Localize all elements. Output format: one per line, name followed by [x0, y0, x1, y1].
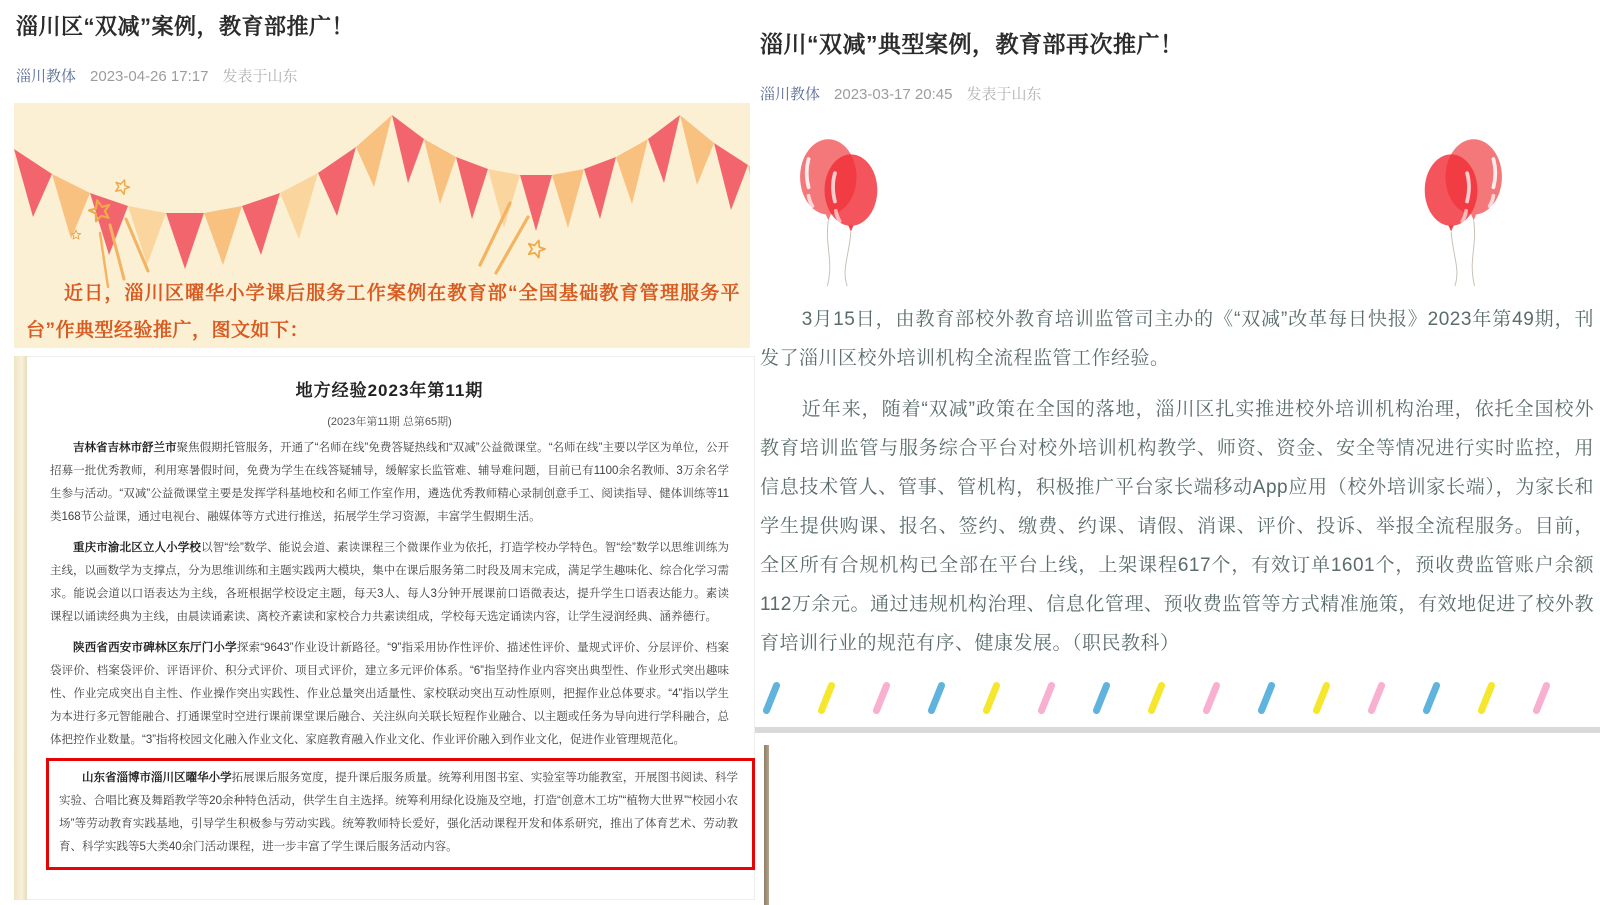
right-article	[755, 0, 1600, 905]
document-paragraph	[50, 637, 729, 752]
document-title: 地方经验2023年第11期	[295, 381, 484, 400]
publish-location: 发表于山东	[222, 68, 298, 85]
slash-mark-icon	[1257, 681, 1276, 715]
document-paragraph	[50, 437, 729, 529]
slash-mark-icon	[1422, 681, 1441, 715]
quote-left-border	[764, 745, 769, 905]
document-subtitle: (2023年第11期 总第65期)	[327, 416, 452, 428]
banner-image	[14, 103, 750, 348]
right-article-title: 淄川“双减”典型案例，教育部再次推广！	[760, 31, 1184, 57]
red-balloons-icon	[1413, 128, 1508, 288]
paragraph-text: 探索“9643”作业设计新路径。“9”指采用协作性评价、描述性评价、量规式评价、分层评价、档案袋评价、档案袋评价、评语评价、积分式评价、项目式评价，建立多元评价体系。“6”指坚持作业内容突出典型性、作业形式突出趣味性、作业完成突出自主性、作业操作突出实践性、作业总量突出适量性、家校联动突出互动性原则，把握作业总体要求。“4”指以学生为本进行多元智能融合、打通课堂时空进行课前课堂课后融合、关注纵向关联长短程作业融合、以主题或任务为导向进行学科融合，总体把控作业数量。“3”指将校园文化融入作业文化、家庭教育融入作业文化、作业评价融入到作业文化，促进作业管理规范化。	[50, 642, 729, 746]
publish-location: 发表于山东	[966, 86, 1042, 103]
article-paragraph: 近年来，随着“双减”政策在全国的落地，淄川区扎实推进校外培训机构治理，依托全国校外教育培训监管与服务综合平台对校外培训机构教学、师资、资金、安全等情况进行实时监控，用信息技术管人、管事、管机构，积极推广平台家长端移动App应用（校外培训家长端），为家长和学生提供购课、报名、签约、缴费、约课、请假、消课、评价、投诉、举报全流程服务。目前，全区所有合规机构已全部在平台上线，上架课程617个，有效订单1601个，预收费监管账户余额112万余元。通过违规机构治理、信息化管理、预收费监管等方式精准施策，有效地促进了校外教育培训行业的规范有序、健康发展。（职民教科）	[760, 399, 1594, 654]
slash-mark-icon	[762, 681, 781, 715]
left-article-title: 淄川区“双减”案例，教育部推广！	[16, 14, 355, 39]
paragraph-lead: 吉林省吉林市舒兰市	[73, 442, 177, 454]
paragraph-text: 聚焦假期托管服务，开通了“名师在线”免费答疑热线和“双减”公益微课堂。“名师在线”主要以学区为单位，公开招募一批优秀教师，利用寒暑假时间，免费为学生在线答疑辅导，缓解家长监管难、辅导难问题，目前已有1100余名教师、3万余名学生参与活动。“双减”公益微课堂主要是发挥学科基地校和名师工作室作用，遴选优秀教师精心录制创意手工、阅读指导、健体训练等11类168节公益课，通过电视台、融媒体等方式进行推送，拓展学生学习资源，丰富学生假期生活。	[50, 442, 729, 523]
paragraph-text: 拓展课后服务宽度，提升课后服务质量。统筹利用图书室、实验室等功能教室，开展图书阅读、科学实验、合唱比赛及舞蹈教学等20余种特色活动，供学生自主选择。统筹利用绿化设施及空地，打造“创意木工坊”“植物大世界”“校园小农场”等劳动教育实践基地，引导学生积极参与劳动实践。统筹教师特长爱好，强化活动课程开发和体系研究，推出了体育艺术、劳动教育、科学实践等5大类40余门活动课程，进一步丰富了学生课后服务活动内容。	[59, 772, 739, 853]
right-article-byline	[760, 83, 1600, 104]
account-link[interactable]: 淄川教体	[16, 68, 77, 85]
slash-mark-icon	[1147, 681, 1166, 715]
slash-mark-icon	[1532, 681, 1551, 715]
slash-mark-icon	[1367, 681, 1386, 715]
section-divider	[755, 727, 1600, 733]
left-article-byline	[16, 65, 755, 86]
slash-mark-icon	[817, 681, 836, 715]
red-highlight-box	[46, 758, 755, 870]
red-balloons-icon	[794, 128, 889, 288]
slash-mark-icon	[1202, 681, 1221, 715]
left-article	[0, 0, 755, 905]
slash-mark-icon	[1477, 681, 1496, 715]
paragraph-text: 以智“绘”数学、能说会道、素读课程三个微课作业为依托，打造学校办学特色。智“绘”数学以思维训练为主线，以画数学为支撑点，分为思维训练和主题实践两大模块，集中在课后服务第二时段及周末完成，满足学生趣味化、综合化学习需求。能说会道以口语表达为主线，各班根据学校设定主题，每天3人、每人3分钟开展课前口语微表达，提升学生口语表达能力。素读课程以诵读经典为主线，由晨读诵素读、离校齐素读和家校合力共素读组成，学校每天选定诵读内容，让学生浸润经典、涵养德行。	[50, 542, 729, 623]
publish-date: 2023-03-17 20:45	[834, 86, 953, 103]
paragraph-lead: 山东省淄博市淄川区曜华小学	[82, 772, 232, 784]
document-page-edge	[14, 356, 27, 900]
embedded-document-image	[14, 356, 755, 900]
slash-mark-icon	[1037, 681, 1056, 715]
slash-mark-icon	[1092, 681, 1111, 715]
slash-mark-icon	[982, 681, 1001, 715]
banner-caption: 近日，淄川区曜华小学课后服务工作案例在教育部“全国基础教育管理服务平台”作典型经验推广，图文如下：	[26, 283, 740, 341]
account-link[interactable]: 淄川教体	[760, 86, 821, 103]
slash-mark-icon	[1312, 681, 1331, 715]
paragraph-lead: 重庆市渝北区立人小学校	[73, 542, 202, 554]
article-paragraph: 3月15日，由教育部校外教育培训监管司主办的《“双减”改革每日快报》2023年第49期，刊发了淄川区校外培训机构全流程监管工作经验。	[760, 309, 1594, 369]
slash-mark-icon	[927, 681, 946, 715]
document-paragraph	[50, 537, 729, 629]
slash-mark-icon	[872, 681, 891, 715]
balloons-row	[758, 128, 1600, 288]
highlighted-paragraph	[59, 767, 738, 859]
decor-slash-row	[768, 679, 1600, 717]
publish-date: 2023-04-26 17:17	[90, 68, 209, 85]
paragraph-lead: 陕西省西安市碑林区东厅门小学	[73, 642, 237, 654]
